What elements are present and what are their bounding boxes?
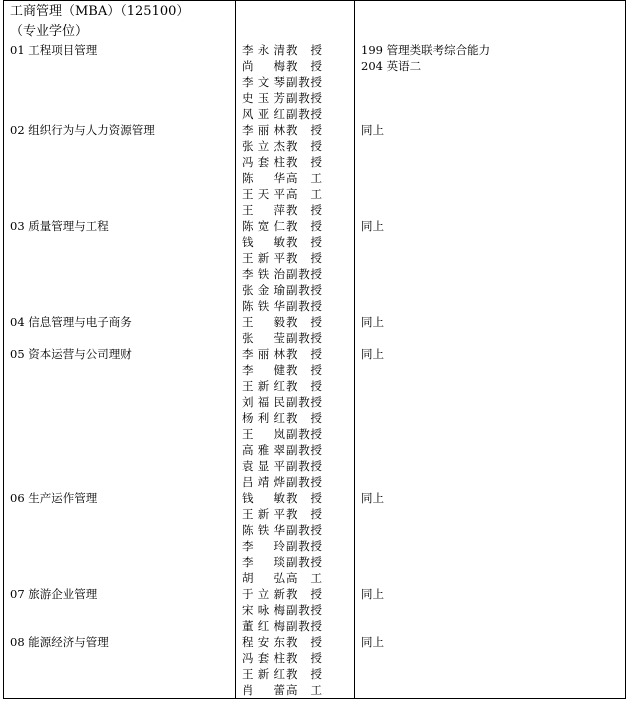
supervisor-name: 王 毅 [242, 315, 285, 329]
supervisor-entry [242, 154, 352, 170]
supervisor-entry [242, 138, 352, 154]
supervisor-title: 教 授 [286, 155, 322, 169]
supervisor-title: 教 授 [286, 651, 322, 665]
supervisor-title: 教 授 [286, 379, 322, 393]
research-direction: 04 信息管理与电子商务 [10, 315, 132, 329]
supervisor-entry [242, 186, 352, 202]
exam-subject: 同上 [361, 123, 384, 137]
supervisor-name: 冯套柱 [242, 155, 285, 169]
supervisor-entry [242, 490, 352, 506]
supervisor-title: 副教授 [286, 459, 322, 473]
supervisor-title: 教 授 [286, 251, 322, 265]
supervisor-title: 教 授 [286, 123, 322, 137]
supervisor-entry [242, 90, 352, 106]
exam-subjects [361, 218, 623, 234]
supervisor-name: 王 萍 [242, 203, 285, 217]
research-direction: 06 生产运作管理 [10, 491, 98, 505]
table-left-border [3, 0, 4, 698]
supervisor-title: 副教授 [286, 555, 322, 569]
supervisor-name: 李铁治 [242, 267, 285, 281]
supervisor-entry [242, 666, 352, 682]
supervisor-list [242, 122, 352, 218]
supervisor-entry [242, 650, 352, 666]
supervisor-name: 冯套柱 [242, 651, 285, 665]
column-divider-2 [354, 0, 355, 698]
supervisor-entry [242, 266, 352, 282]
supervisor-entry [242, 170, 352, 186]
supervisor-name: 高雅翠 [242, 443, 285, 457]
supervisor-name: 董红梅 [242, 619, 285, 633]
supervisor-title: 副教授 [286, 331, 322, 345]
degree-type: （专业学位） [10, 24, 89, 39]
supervisor-entry [242, 554, 352, 570]
supervisor-list [242, 42, 352, 122]
exam-subject: 同上 [361, 315, 384, 329]
exam-subjects [361, 42, 623, 74]
supervisor-entry [242, 74, 352, 90]
supervisor-title: 副教授 [286, 539, 322, 553]
supervisor-entry [242, 282, 352, 298]
supervisor-title: 教 授 [286, 635, 322, 649]
supervisor-title: 教 授 [286, 667, 322, 681]
supervisor-entry [242, 218, 352, 234]
supervisor-name: 程安东 [242, 635, 285, 649]
supervisor-name: 吕靖烨 [242, 475, 285, 489]
supervisor-entry [242, 474, 352, 490]
supervisor-title: 高 工 [286, 171, 322, 185]
supervisor-title: 副教授 [286, 619, 322, 633]
supervisor-title: 教 授 [286, 139, 322, 153]
research-direction: 03 质量管理与工程 [10, 219, 109, 233]
supervisor-entry [242, 58, 352, 74]
supervisor-entry [242, 330, 352, 346]
supervisor-name: 李 玲 [242, 539, 285, 553]
supervisor-title: 教 授 [286, 235, 322, 249]
exam-subject: 同上 [361, 219, 384, 233]
supervisor-entry [242, 362, 352, 378]
supervisor-name: 史玉芳 [242, 91, 285, 105]
supervisor-title: 高 工 [286, 571, 322, 585]
supervisor-entry [242, 426, 352, 442]
exam-subject: 同上 [361, 587, 384, 601]
supervisor-entry [242, 122, 352, 138]
research-direction: 08 能源经济与管理 [10, 635, 109, 649]
supervisor-name: 风亚红 [242, 107, 285, 121]
supervisor-name: 胡 弘 [242, 571, 285, 585]
column-divider-1 [235, 0, 236, 698]
supervisor-title: 教 授 [286, 203, 322, 217]
supervisor-entry [242, 250, 352, 266]
supervisor-title: 教 授 [286, 363, 322, 377]
exam-subjects [361, 634, 623, 650]
supervisor-entry [242, 378, 352, 394]
supervisor-name: 于立新 [242, 587, 285, 601]
table-top-border [3, 0, 626, 1]
supervisor-title: 副教授 [286, 443, 322, 457]
supervisor-name: 袁显平 [242, 459, 285, 473]
supervisor-name: 宋咏梅 [242, 603, 285, 617]
exam-subject: 同上 [361, 347, 384, 361]
supervisor-entry [242, 586, 352, 602]
supervisor-entry [242, 106, 352, 122]
supervisor-title: 副教授 [286, 475, 322, 489]
supervisor-title: 教 授 [286, 347, 322, 361]
exam-subject: 同上 [361, 491, 384, 505]
supervisor-list [242, 490, 352, 586]
supervisor-name: 李文琴 [242, 75, 285, 89]
supervisor-title: 副教授 [286, 299, 322, 313]
exam-subject: 204 英语二 [361, 59, 422, 73]
supervisor-entry [242, 618, 352, 634]
research-direction: 02 组织行为与人力资源管理 [10, 123, 155, 137]
supervisor-name: 王天平 [242, 187, 285, 201]
exam-subjects [361, 122, 623, 138]
supervisor-title: 高 工 [286, 683, 322, 697]
supervisor-name: 李丽林 [242, 123, 285, 137]
supervisor-name: 王新红 [242, 667, 285, 681]
research-direction: 01 工程项目管理 [10, 43, 98, 57]
supervisor-title: 教 授 [286, 59, 322, 73]
supervisor-name: 钱 敏 [242, 235, 285, 249]
supervisor-title: 教 授 [286, 587, 322, 601]
supervisor-name: 王新红 [242, 379, 285, 393]
supervisor-title: 副教授 [286, 427, 322, 441]
supervisor-name: 李永清 [242, 43, 285, 57]
supervisor-entry [242, 538, 352, 554]
exam-subjects [361, 314, 623, 330]
supervisor-title: 副教授 [286, 107, 322, 121]
supervisor-title: 教 授 [286, 219, 322, 233]
supervisor-title: 教 授 [286, 491, 322, 505]
supervisor-entry [242, 634, 352, 650]
supervisor-entry [242, 602, 352, 618]
exam-subjects [361, 586, 623, 602]
major-title: 工商管理（MBA）（125100） [10, 4, 190, 19]
supervisor-name: 李丽林 [242, 347, 285, 361]
supervisor-name: 张 莹 [242, 331, 285, 345]
supervisor-name: 尚 梅 [242, 59, 285, 73]
supervisor-name: 李 健 [242, 363, 285, 377]
supervisor-name: 陈铁华 [242, 523, 285, 537]
supervisor-entry [242, 442, 352, 458]
supervisor-list [242, 634, 352, 698]
table-bottom-border [3, 698, 626, 699]
supervisor-entry [242, 298, 352, 314]
supervisor-name: 王新平 [242, 251, 285, 265]
supervisor-title: 副教授 [286, 603, 322, 617]
supervisor-title: 教 授 [286, 315, 322, 329]
supervisor-entry [242, 314, 352, 330]
supervisor-entry [242, 234, 352, 250]
supervisor-name: 张立杰 [242, 139, 285, 153]
supervisor-list [242, 346, 352, 490]
supervisor-name: 陈铁华 [242, 299, 285, 313]
exam-subject: 同上 [361, 635, 384, 649]
supervisor-name: 陈 华 [242, 171, 285, 185]
supervisor-entry [242, 506, 352, 522]
research-direction: 05 资本运营与公司理财 [10, 347, 132, 361]
supervisor-name: 陈宽仁 [242, 219, 285, 233]
exam-subjects [361, 346, 623, 362]
supervisor-list [242, 586, 352, 634]
supervisor-name: 杨利红 [242, 411, 285, 425]
supervisor-title: 副教授 [286, 75, 322, 89]
supervisor-list [242, 314, 352, 346]
supervisor-name: 王 岚 [242, 427, 285, 441]
supervisor-name: 刘福民 [242, 395, 285, 409]
supervisor-entry [242, 682, 352, 698]
supervisor-entry [242, 202, 352, 218]
supervisor-name: 王新平 [242, 507, 285, 521]
supervisor-title: 副教授 [286, 523, 322, 537]
table-right-border [625, 0, 626, 698]
supervisor-title: 副教授 [286, 267, 322, 281]
supervisor-name: 肖 蕾 [242, 683, 285, 697]
supervisor-title: 高 工 [286, 187, 322, 201]
supervisor-title: 副教授 [286, 283, 322, 297]
research-direction: 07 旅游企业管理 [10, 587, 98, 601]
supervisor-title: 副教授 [286, 91, 322, 105]
supervisor-entry [242, 394, 352, 410]
supervisor-name: 张金瑜 [242, 283, 285, 297]
supervisor-entry [242, 42, 352, 58]
supervisor-entry [242, 410, 352, 426]
supervisor-name: 李 琰 [242, 555, 285, 569]
supervisor-title: 教 授 [286, 507, 322, 521]
supervisor-title: 教 授 [286, 43, 322, 57]
supervisor-title: 副教授 [286, 395, 322, 409]
supervisor-entry [242, 522, 352, 538]
supervisor-title: 教 授 [286, 411, 322, 425]
supervisor-name: 钱 敏 [242, 491, 285, 505]
supervisor-entry [242, 570, 352, 586]
exam-subjects [361, 490, 623, 506]
supervisor-entry [242, 458, 352, 474]
supervisor-list [242, 218, 352, 314]
exam-subject: 199 管理类联考综合能力 [361, 43, 491, 57]
supervisor-entry [242, 346, 352, 362]
